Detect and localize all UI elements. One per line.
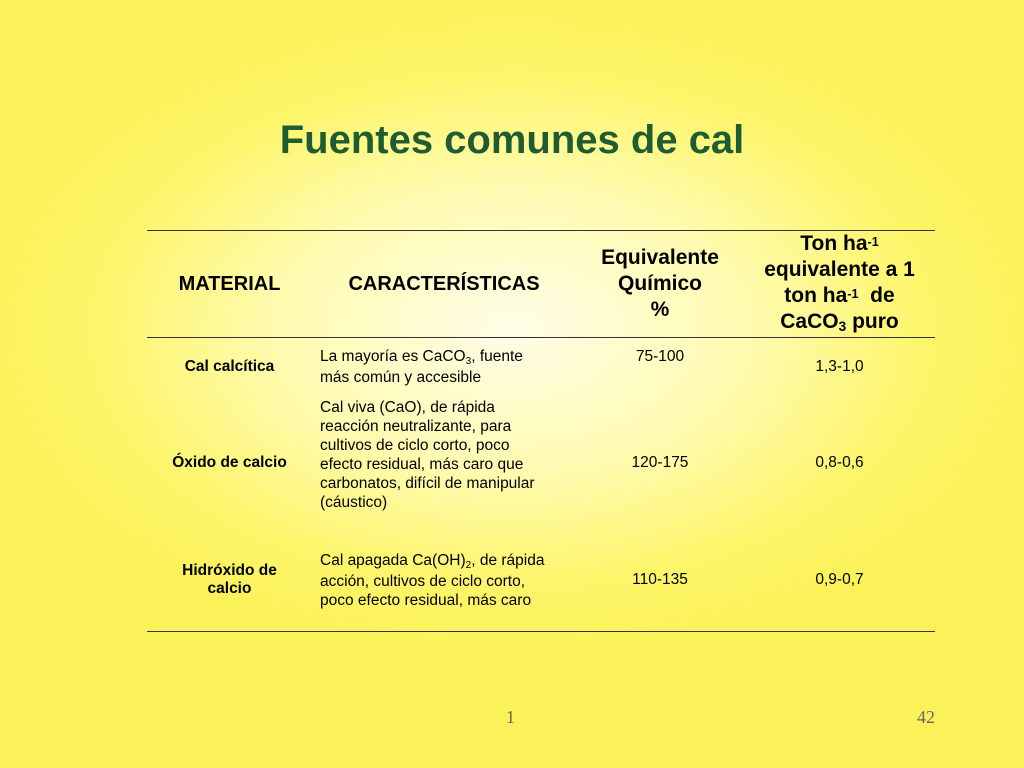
car-text: carbonatos, difícil de manipular (320, 474, 535, 492)
header-material: MATERIAL (147, 231, 312, 338)
row-caracteristicas (312, 396, 576, 530)
header-ton-part2: equivalente a 1 (764, 258, 915, 281)
row-equivalente: 110-135 (632, 571, 688, 589)
header-ton-part4: de (870, 284, 895, 307)
table-row (147, 396, 935, 530)
car-text: reacción neutralizante, para (320, 417, 512, 435)
row-equivalente: 75-100 (635, 348, 685, 365)
header-ton-sup2: -1 (847, 287, 859, 301)
row-equivalente: 120-175 (631, 453, 689, 471)
row-material: Cal calcítica (184, 357, 275, 375)
car-text: Cal apagada Ca(OH) (320, 551, 466, 569)
header-ton-part1: Ton ha (800, 232, 868, 255)
header-equivalente (576, 231, 744, 338)
car-text: (cáustico) (320, 493, 388, 511)
car-sub: 3 (465, 355, 472, 367)
table-row (147, 338, 935, 396)
car-text: , de rápida (471, 551, 545, 569)
header-ton-part6: puro (852, 310, 899, 333)
car-text: efecto residual, más caro que (320, 455, 524, 473)
car-text: , fuente (471, 347, 523, 365)
row-caracteristicas (312, 530, 576, 632)
row-ton: 1,3-1,0 (815, 357, 864, 375)
row-material: Óxido de calcio (172, 453, 287, 471)
material-line: calcio (207, 580, 252, 598)
car-text: cultivos de ciclo corto, poco (320, 436, 510, 454)
car-text: Cal viva (CaO), de rápida (320, 398, 495, 416)
slide-number: 42 (917, 707, 935, 727)
car-text: más común y accesible (320, 368, 482, 386)
car-sub: 2 (465, 559, 472, 571)
lime-sources-table (147, 230, 935, 632)
car-text: La mayoría es CaCO (320, 347, 466, 365)
car-text: acción, cultivos de ciclo corto, (320, 572, 526, 590)
table-header-row (147, 231, 935, 338)
table-row (147, 530, 935, 632)
row-caracteristicas (312, 338, 576, 396)
header-caracteristicas: CARACTERÍSTICAS (312, 231, 576, 338)
header-ton-part5: CaCO (780, 310, 839, 333)
header-ton (744, 231, 935, 338)
car-text: poco efecto residual, más caro (320, 591, 532, 609)
header-ton-sup1: -1 (867, 235, 879, 249)
row-material (147, 530, 312, 632)
footer-left-number: 1 (506, 707, 515, 727)
material-line: Hidróxido de (182, 562, 277, 580)
header-equivalente-line2: Químico (617, 272, 702, 295)
header-equivalente-line1: Equivalente (601, 246, 719, 269)
header-ton-part3: ton ha (784, 284, 848, 307)
header-ton-sub1: 3 (838, 319, 847, 334)
header-equivalente-line3: % (650, 298, 670, 321)
slide-title: Fuentes comunes de cal (279, 118, 745, 162)
row-ton: 0,9-0,7 (815, 571, 864, 589)
row-ton: 0,8-0,6 (815, 453, 864, 471)
